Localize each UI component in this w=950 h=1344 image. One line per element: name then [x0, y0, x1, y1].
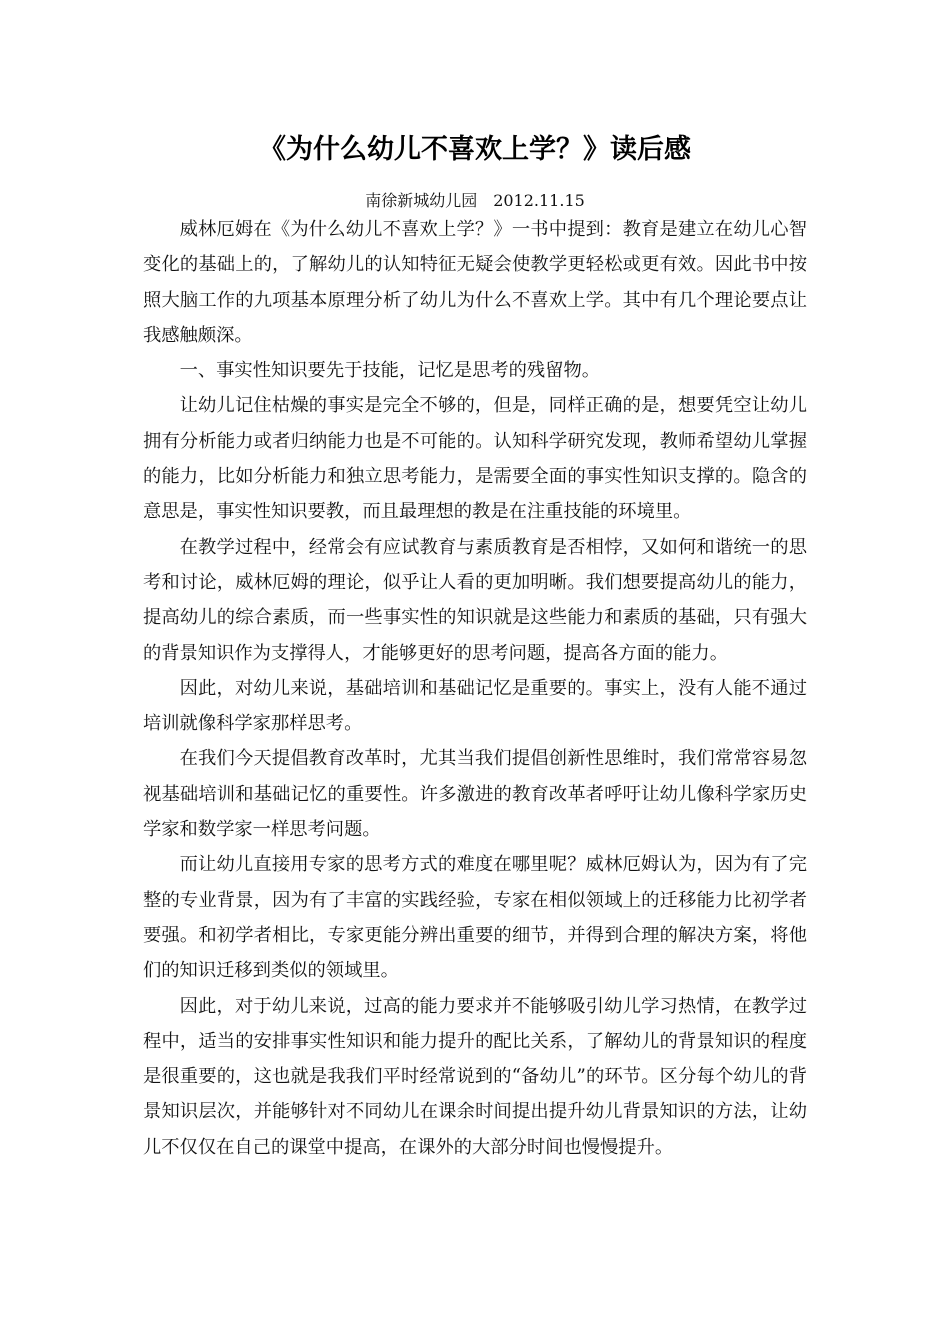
document-byline: 南徐新城幼儿园 2012.11.15	[365, 191, 585, 210]
document-title: 《为什么幼儿不喜欢上学？》读后感	[259, 134, 691, 165]
paragraph-5: 因此，对幼儿来说，基础培训和基础记忆是重要的。事实上，没有人能不通过培训就像科学家那样思考。	[143, 677, 807, 735]
paragraph-3: 让幼儿记住枯燥的事实是完全不够的，但是，同样正确的是，想要凭空让幼儿拥有分析能力或者归纳能力也是不可能的。认知科学研究发现，教师希望幼儿掌握的能力，比如分析能力和独立思考能力，是需要全面的事实性知识支撑的。隐含的意思是，事实性知识要教，而且最理想的教是在注重技能的环境里。	[143, 395, 807, 523]
document-body	[143, 212, 807, 1165]
paragraph-1: 威林厄姆在《为什么幼儿不喜欢上学？》一书中提到：教育是建立在幼儿心智变化的基础上的，了解幼儿的认知特征无疑会使教学更轻松或更有效。因此书中按照大脑工作的九项基本原理分析了幼儿为什么不喜欢上学。其中有几个理论要点让我感触颇深。	[143, 219, 807, 346]
paragraph-6: 在我们今天提倡教育改革时，尤其当我们提倡创新性思维时，我们常常容易忽视基础培训和基础记忆的重要性。许多激进的教育改革者呼吁让幼儿像科学家历史学家和数学家一样思考问题。	[143, 748, 807, 841]
paragraph-4: 在教学过程中，经常会有应试教育与素质教育是否相悖，又如何和谐统一的思考和讨论，威林厄姆的理论，似乎让人看的更加明晰。我们想要提高幼儿的能力，提高幼儿的综合素质，而一些事实性的知识就是这些能力和素质的基础，只有强大的背景知识作为支撑得人，才能够更好的思考问题，提高各方面的能力。	[143, 536, 807, 664]
paragraph-8: 因此，对于幼儿来说，过高的能力要求并不能够吸引幼儿学习热情，在教学过程中，适当的安排事实性知识和能力提升的配比关系，了解幼儿的背景知识的程度是很重要的，这也就是我我们平时经常说到的“备幼儿”的环节。区分每个幼儿的背景知识层次，并能够针对不同幼儿在课余时间提出提升幼儿背景知识的方法，让幼儿不仅仅在自己的课堂中提高，在课外的大部分时间也慢慢提升。	[143, 995, 807, 1158]
paragraph-2: 一、事实性知识要先于技能，记忆是思考的残留物。	[179, 360, 601, 382]
paragraph-7: 而让幼儿直接用专家的思考方式的难度在哪里呢？威林厄姆认为，因为有了完整的专业背景，因为有了丰富的实践经验，专家在相似领域上的迁移能力比初学者要强。和初学者相比，专家更能分辨出重要的细节，并得到合理的解决方案，将他们的知识迁移到类似的领域里。	[143, 854, 807, 982]
